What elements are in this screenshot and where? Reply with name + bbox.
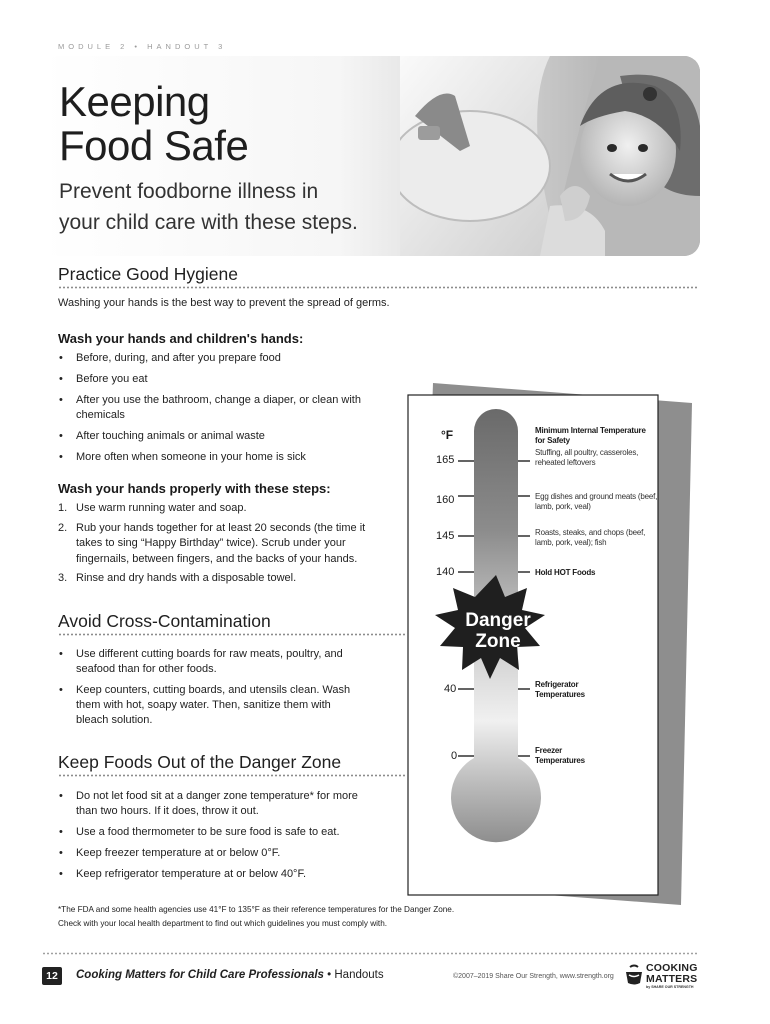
temp-40: 40 (444, 683, 457, 695)
pot-icon (624, 964, 644, 986)
hygiene-intro: Washing your hands is the best way to prevent the spread of germs. (58, 297, 390, 309)
list-item: 1. Use warm running water and soap. (58, 502, 247, 514)
temp-145: 145 (436, 530, 455, 542)
list-item: • Keep refrigerator temperature at or below 40°F. (58, 867, 368, 882)
list-item: • After touching animals or animal waste (58, 429, 378, 444)
list-item: • More often when someone in your home is sick (58, 450, 378, 465)
danger-zone-list (58, 789, 368, 888)
annotation-140: Hold HOT Foods (535, 568, 596, 577)
annotation-40: Refrigerator Temperatures (535, 680, 585, 699)
footer-title: Cooking Matters for Child Care Professionals • Handouts (76, 969, 384, 981)
footnote: *The FDA and some health agencies use 41°F to 135°F as their reference temperatures for the Danger Zone. Check with your local health department to find out which guidelines you must comply with. (58, 905, 455, 928)
list-item: 3. Rinse and dry hands with a disposable towel. (58, 572, 297, 584)
annotation-145: Roasts, steaks, and chops (beef, lamb, pork, veal); fish (535, 528, 646, 547)
cross-contamination-heading: Avoid Cross-Contamination (58, 611, 271, 631)
annotation-160: Egg dishes and ground meats (beef, lamb, pork, veal) (535, 492, 658, 511)
list-item: • Keep counters, cutting boards, and utensils clean. Wash them with hot, soapy water. Then, sanitize them with bleach solution. (58, 683, 363, 728)
hero-photo (400, 56, 700, 256)
list-item: • Use different cutting boards for raw meats, poultry, and seafood than for other foods. (58, 647, 363, 677)
module-label: MODULE 2 • HANDOUT 3 (58, 42, 227, 51)
section-divider (58, 286, 698, 289)
list-item: • Before you eat (58, 372, 378, 387)
temp-160: 160 (436, 494, 455, 506)
annotation-165: Stuffing, all poultry, casseroles, reheated leftovers (535, 448, 639, 467)
page-number: 12 (42, 967, 62, 985)
list-item: • After you use the bathroom, change a diaper, or clean with chemicals (58, 393, 378, 423)
section-divider (58, 633, 406, 636)
hero-banner (42, 56, 700, 256)
wash-hands-list (58, 351, 378, 471)
list-item: • Keep freezer temperature at or below 0°F. (58, 846, 368, 861)
temp-140: 140 (436, 566, 455, 578)
cooking-matters-logo: COOKING MATTERS by SHARE OUR STRENGTH (624, 962, 704, 992)
danger-zone-heading: Keep Foods Out of the Danger Zone (58, 752, 342, 772)
footer-divider (42, 952, 697, 955)
copyright: ©2007–2019 Share Our Strength, www.strength.org (453, 973, 614, 980)
page-title: Keeping Food Safe (59, 78, 249, 169)
section-divider (58, 774, 406, 777)
wash-hands-heading: Wash your hands and children's hands: (58, 331, 304, 346)
wash-steps-heading: Wash your hands properly with these steps: (58, 481, 331, 496)
safety-title: Minimum Internal Temperature for Safety (535, 426, 646, 445)
unit-label: °F (441, 428, 454, 442)
list-item: • Do not let food sit at a danger zone temperature* for more than two hours. If it does, throw it out. (58, 789, 368, 819)
wash-steps-list (58, 501, 383, 591)
list-item: 2. Rub your hands together for at least 20 seconds (the time it takes to sing “Happy Birthday” twice). Scrub under your fingernails, between fingers, and the backs of your hands. (58, 521, 366, 565)
hygiene-heading: Practice Good Hygiene (58, 264, 238, 284)
list-item: • Use a food thermometer to be sure food is safe to eat. (58, 825, 368, 840)
temp-165: 165 (436, 454, 455, 466)
danger-zone-label: Danger Zone (465, 610, 531, 652)
cross-contamination-list (58, 647, 363, 734)
page-subtitle: Prevent foodborne illness in your child care with these steps. (59, 180, 358, 234)
temp-0: 0 (451, 750, 458, 762)
annotation-0: Freezer Temperatures (535, 746, 585, 765)
list-item: • Before, during, and after you prepare food (58, 351, 378, 366)
